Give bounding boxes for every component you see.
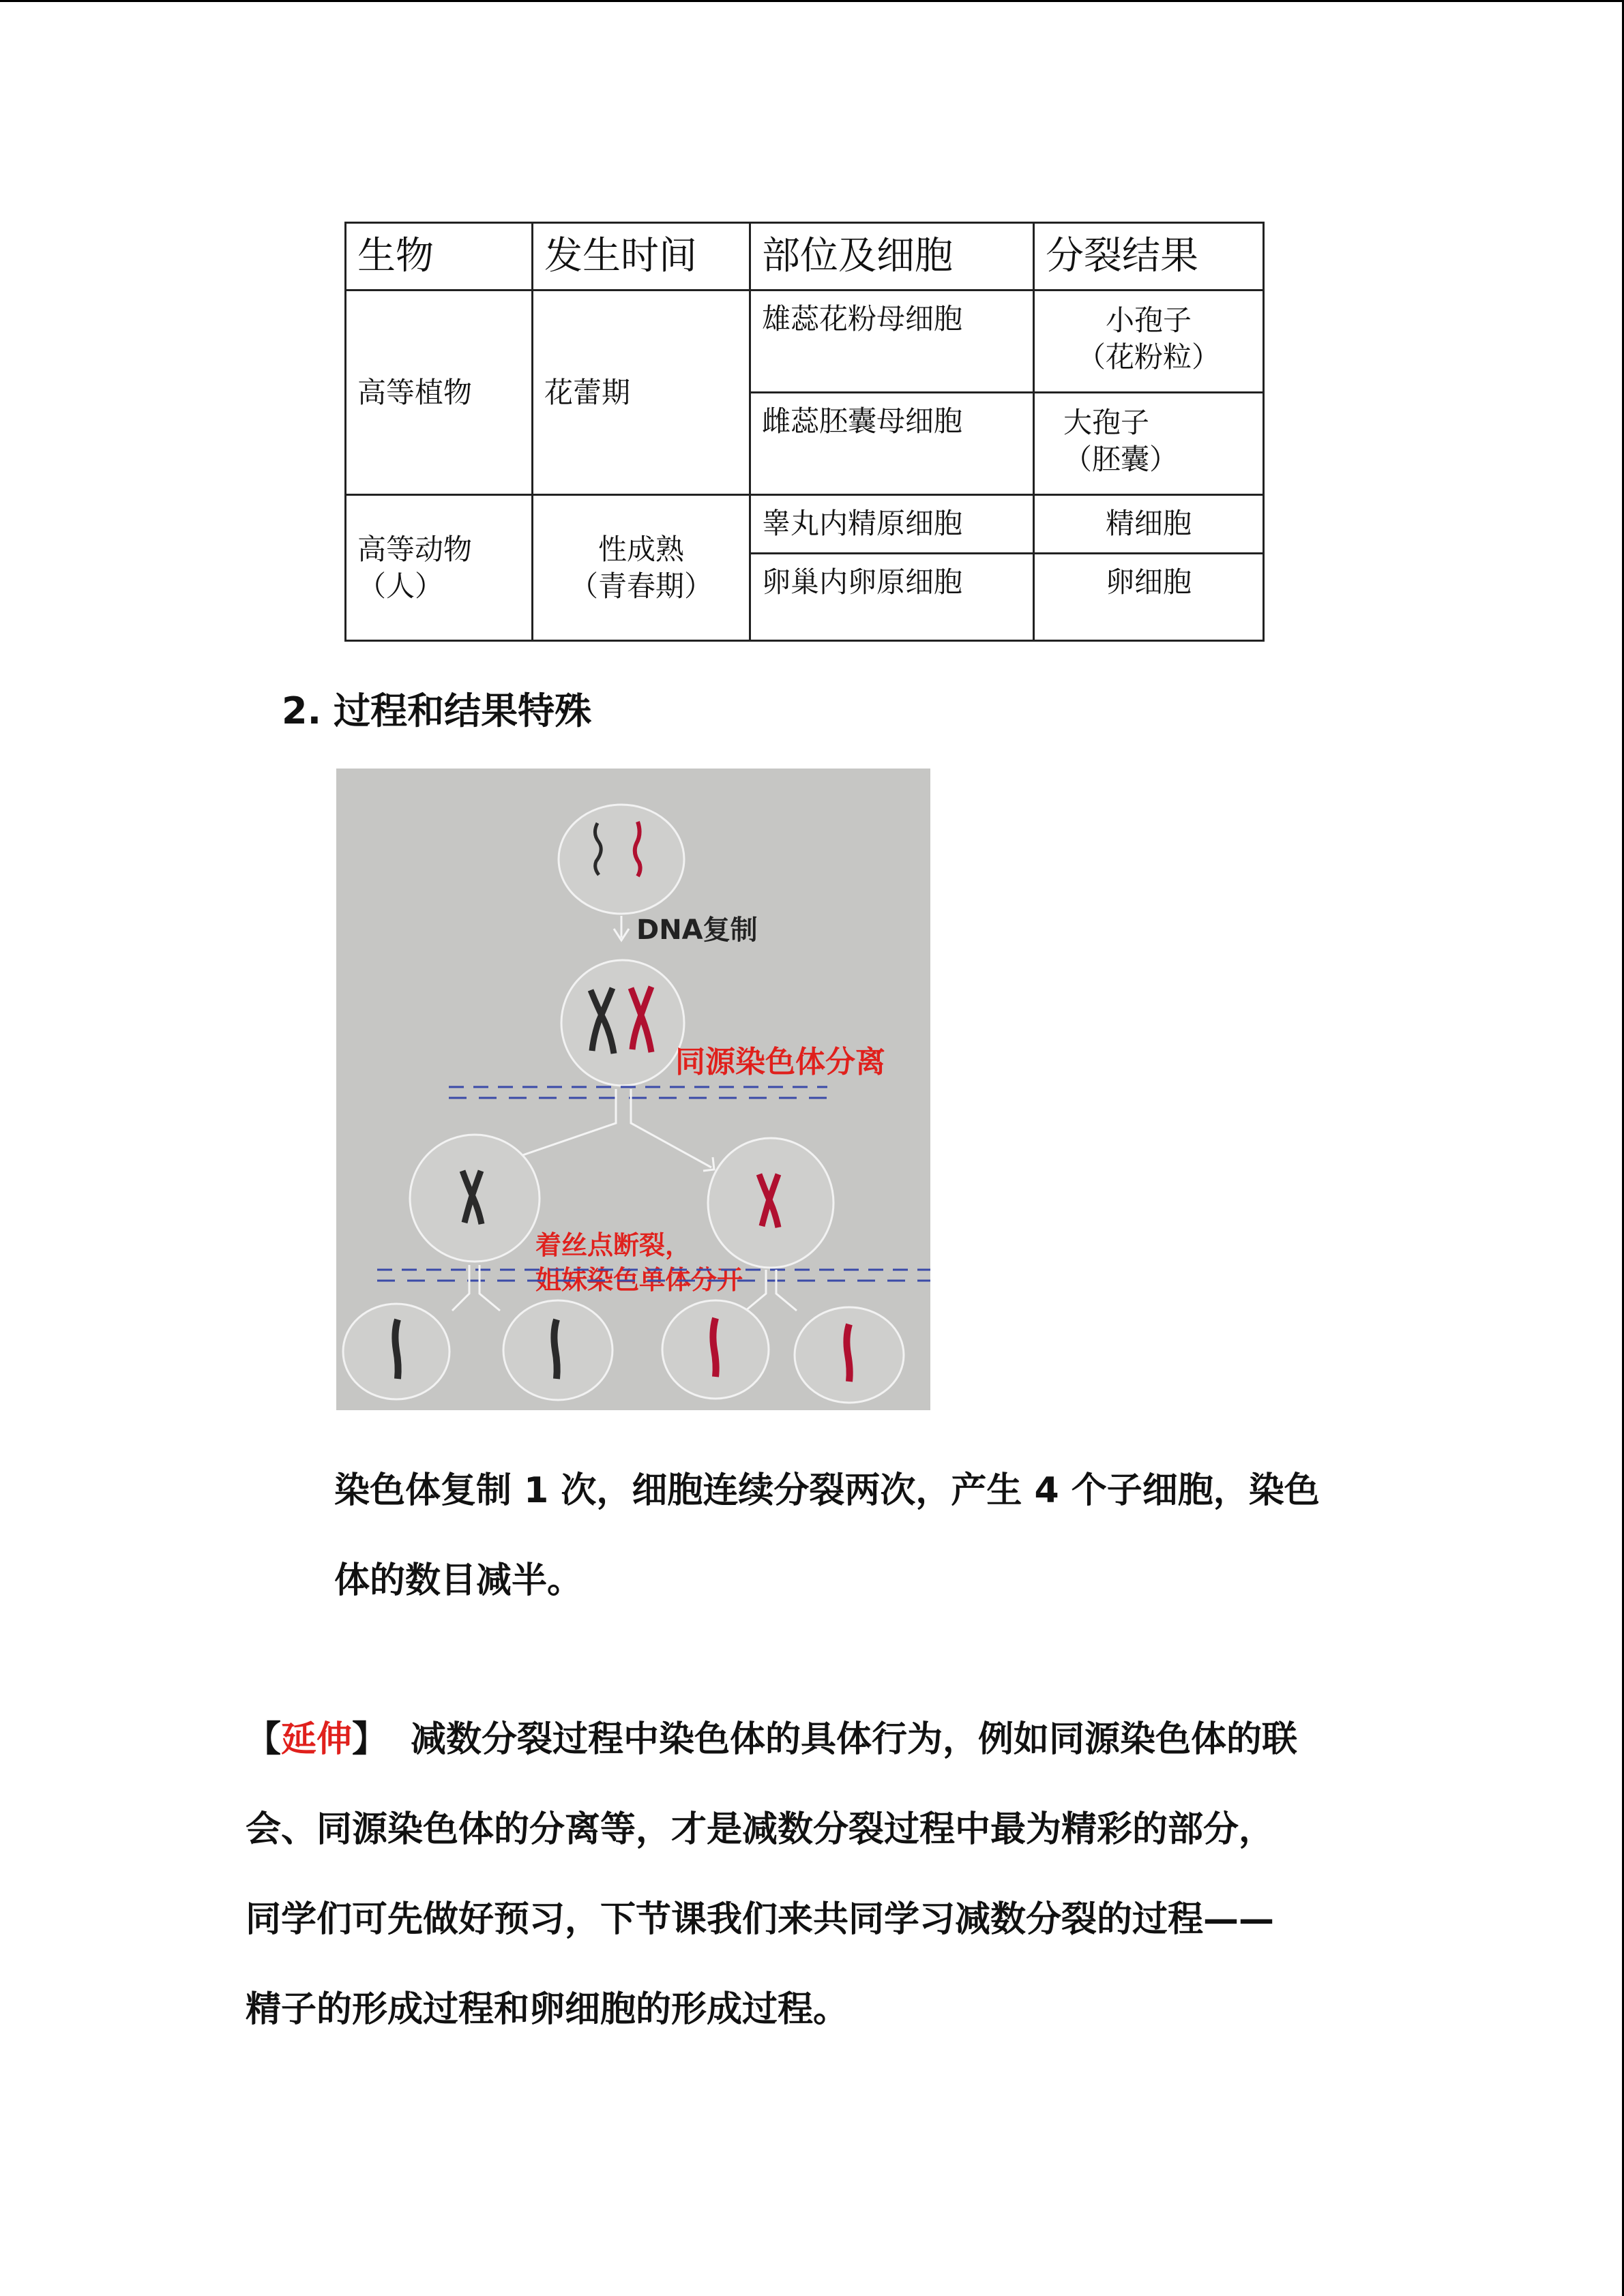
- result-line: （花粉粒）: [1076, 340, 1220, 374]
- result-line: 小孢子: [1105, 303, 1192, 337]
- arrow-icon: [479, 1265, 500, 1311]
- animal-time-note: （青春期）: [569, 569, 713, 603]
- animal-organism: 高等动物: [357, 532, 473, 566]
- extension-bracket-open: 【: [246, 1719, 282, 1760]
- header-site: 部位及细胞: [750, 223, 1034, 290]
- header-result: 分裂结果: [1034, 223, 1264, 290]
- extension-line: [246, 1695, 1391, 1785]
- arrow-icon: [507, 1089, 616, 1161]
- meiosis-occurrence-table: [344, 222, 1265, 642]
- parent-cell: [559, 805, 684, 914]
- meiosis-diagram-photo: [336, 769, 930, 1410]
- extension-line: 同学们可先做好预习，下节课我们来共同学习减数分裂的过程——: [246, 1899, 1275, 1940]
- animal-site-1: 睾丸内精原细胞: [750, 495, 1034, 554]
- result-line: （胚囊）: [1063, 443, 1179, 476]
- plant-time-cell: [533, 290, 750, 495]
- animal-site-2: 卵巢内卵原细胞: [750, 554, 1034, 641]
- table-row: [346, 495, 1264, 554]
- plant-result-1: [1034, 290, 1264, 393]
- summary-paragraph: [334, 1446, 1385, 1626]
- extension-text: 减数分裂过程中染色体的具体行为，例如同源染色体的联: [411, 1719, 1298, 1760]
- label-sister-chromatids: 姐妹染色单体分开: [535, 1265, 743, 1295]
- section-title: 过程和结果特殊: [334, 689, 592, 732]
- plant-result-2: [1034, 393, 1264, 495]
- plant-site-1: 雄蕊花粉母细胞: [750, 290, 1034, 393]
- arrow-icon: [776, 1270, 797, 1311]
- extension-tag: 延伸: [281, 1719, 353, 1760]
- animal-result-2: 卵细胞: [1034, 554, 1264, 641]
- arrow-icon: [452, 1265, 469, 1311]
- plant-site-2: 雌蕊胚囊母细胞: [750, 393, 1034, 495]
- plant-time: 花蕾期: [544, 375, 631, 409]
- summary-line: 染色体复制 1 次，细胞连续分裂两次，产生 4 个子细胞，染色: [334, 1470, 1320, 1511]
- black-chromatid: [554, 1320, 557, 1379]
- extension-paragraph: [246, 1695, 1391, 2055]
- meiosis-diagram: [336, 769, 930, 1410]
- black-chromatid: [395, 1320, 398, 1379]
- table-row: [346, 290, 1264, 393]
- header-organism: 生物: [346, 223, 533, 290]
- extension-line: 会、同源染色体的分离等，才是减数分裂过程中最为精彩的部分，: [246, 1809, 1275, 1850]
- extension-bracket-close: 】: [352, 1719, 388, 1760]
- plant-organism: 高等植物: [357, 375, 473, 409]
- animal-organism-cell: [346, 495, 533, 641]
- animal-result-1: 精细胞: [1034, 495, 1264, 554]
- animal-time-cell: [533, 495, 750, 641]
- red-chromatid: [846, 1324, 849, 1382]
- label-homolog-separation: 同源染色体分离: [675, 1045, 885, 1079]
- section-number: 2.: [282, 689, 322, 732]
- plant-organism-cell: [346, 290, 533, 495]
- extension-line: 精子的形成过程和卵细胞的形成过程。: [246, 1989, 849, 2030]
- animal-time: 性成熟: [597, 532, 684, 566]
- header-time: 发生时间: [533, 223, 750, 290]
- summary-line: 体的数目减半。: [334, 1560, 583, 1601]
- replicated-cell: [561, 960, 684, 1086]
- section-heading: [282, 682, 591, 734]
- result-line: 大孢子: [1063, 406, 1150, 439]
- arrow-icon: [745, 1270, 766, 1311]
- label-dna-replication: DNA复制: [636, 914, 758, 946]
- arrow-icon: [631, 1089, 711, 1167]
- label-centromere-split: 着丝点断裂，: [535, 1230, 692, 1260]
- table-header-row: [346, 223, 1264, 290]
- page-border-top: [0, 0, 1624, 2]
- animal-organism-note: （人）: [357, 569, 444, 603]
- red-chromatid: [713, 1318, 715, 1377]
